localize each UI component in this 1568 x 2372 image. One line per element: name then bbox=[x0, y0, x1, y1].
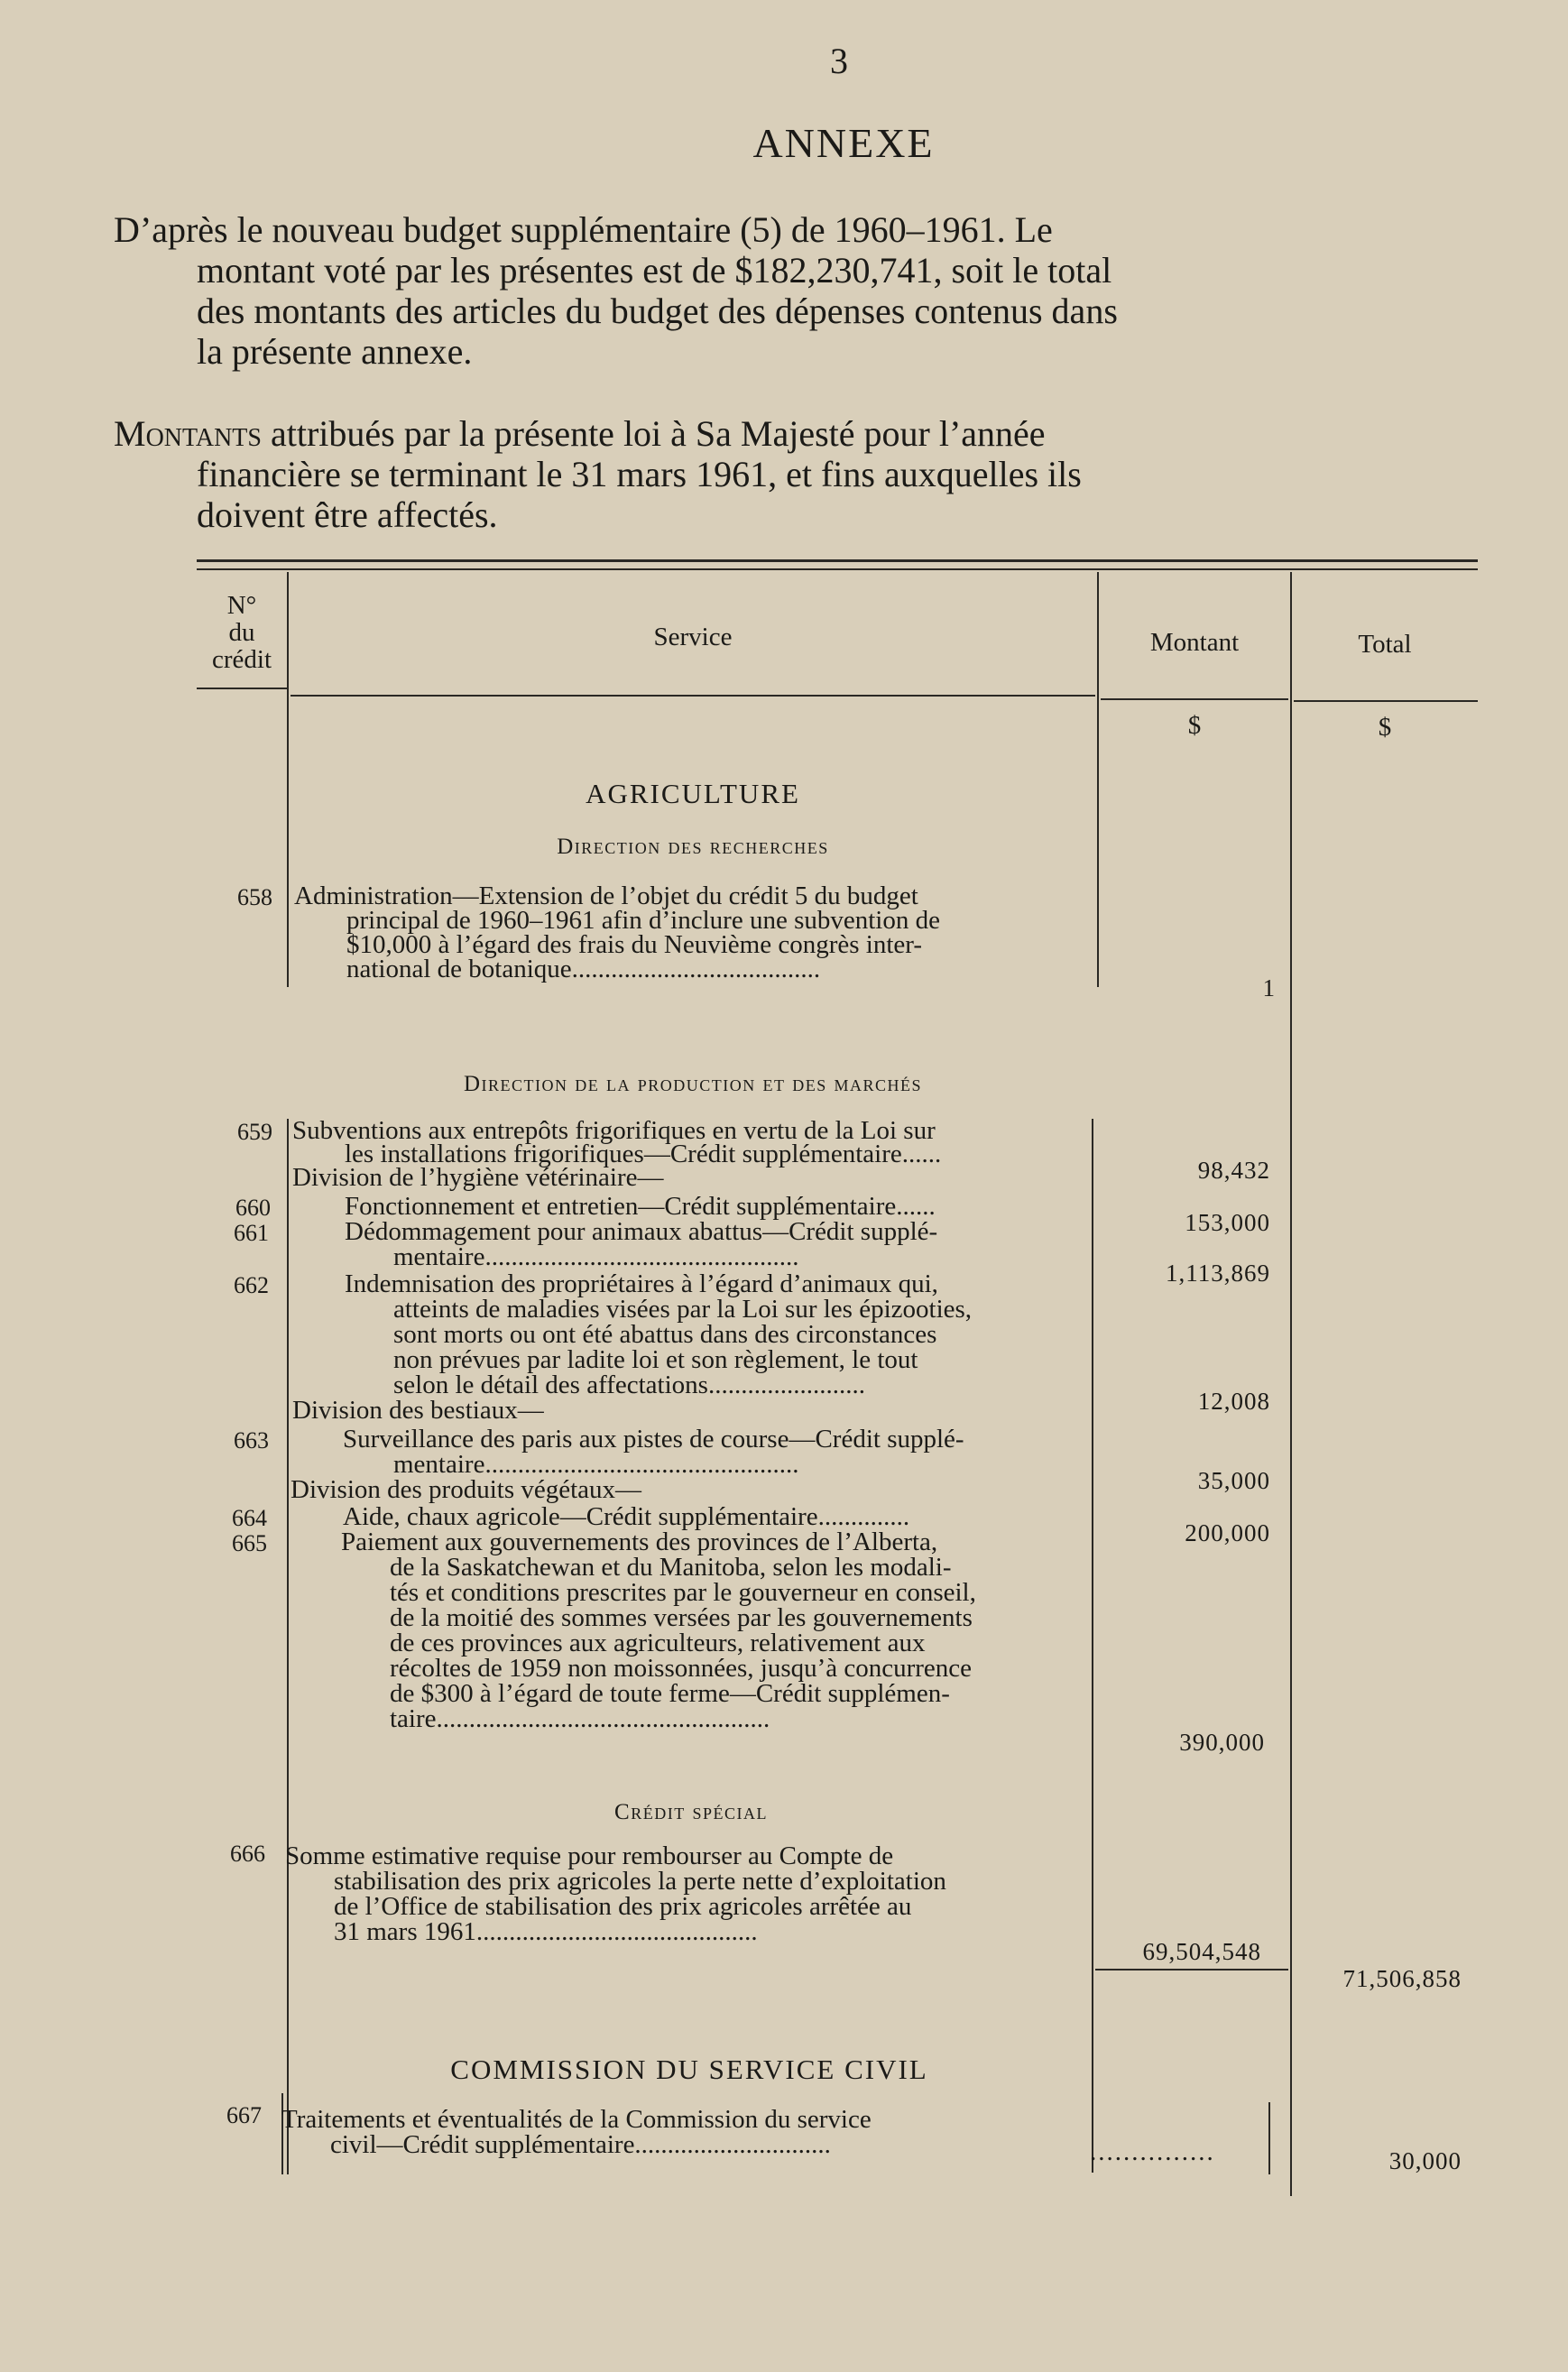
currency-total: $ bbox=[1378, 713, 1392, 742]
service-text: atteints de maladies visées par la Loi sur les épizooties, bbox=[393, 1295, 973, 1324]
service-text: Paiement aux gouvernements des provinces de l’Alberta, bbox=[341, 1527, 938, 1556]
service-text: Indemnisation des propriétaires à l’égard d’animaux qui, bbox=[345, 1269, 938, 1298]
service-text: sont morts ou ont été abattus dans des circonstances bbox=[393, 1320, 937, 1349]
header-credit: N° bbox=[226, 591, 257, 620]
section-agriculture: AGRICULTURE bbox=[586, 778, 800, 809]
subtotal-rule bbox=[1095, 1969, 1288, 1971]
credit-number: 665 bbox=[232, 1530, 267, 1556]
montant-value: 12,008 bbox=[1197, 1388, 1270, 1415]
credit-number: 666 bbox=[230, 1841, 265, 1867]
credit-number: 667 bbox=[226, 2102, 262, 2128]
credit-number: 659 bbox=[237, 1119, 272, 1145]
section-commission: COMMISSION DU SERVICE CIVIL bbox=[450, 2054, 928, 2085]
service-text: de $300 à l’égard de toute ferme—Crédit supplémen- bbox=[390, 1679, 950, 1708]
montant-leader: ............... bbox=[1090, 2137, 1215, 2166]
column-divider bbox=[1290, 572, 1292, 2196]
intro-line: D’après le nouveau budget supplémentaire (5) de 1960–1961. Le bbox=[114, 209, 1053, 250]
service-text: Traitements et éventualités de la Commission du service bbox=[281, 2105, 872, 2134]
service-text: Administration—Extension de l’objet du crédit 5 du budget bbox=[294, 881, 918, 910]
montant-value: 69,504,548 bbox=[1142, 1938, 1261, 1965]
service-text: Dédommagement pour animaux abattus—Crédit supplé- bbox=[345, 1217, 938, 1246]
service-text: national de botanique...................................... bbox=[346, 955, 821, 983]
subsection-production: Direction de la production et des marchés bbox=[463, 1072, 923, 1096]
service-text: les installations frigorifiques—Crédit supplémentaire...... bbox=[345, 1140, 942, 1168]
montants-line: financière se terminant le 31 mars 1961, et fins auxquelles ils bbox=[197, 454, 1082, 494]
credit-number: 658 bbox=[237, 884, 272, 910]
table-top-rule-2 bbox=[197, 568, 1478, 570]
header-credit: du bbox=[228, 618, 255, 647]
division-heading: Division des produits végétaux— bbox=[291, 1475, 642, 1504]
intro-line: la présente annexe. bbox=[197, 331, 473, 372]
page-title: ANNEXE bbox=[752, 120, 935, 166]
table-top-rule bbox=[197, 559, 1478, 562]
service-text: 31 mars 1961........................................... bbox=[334, 1917, 758, 1946]
service-text: Subventions aux entrepôts frigorifiques en vertu de la Loi sur bbox=[292, 1116, 936, 1145]
intro-line: montant voté par les présentes est de $182,230,741, soit le total bbox=[197, 250, 1112, 291]
header-credit: crédit bbox=[211, 645, 272, 674]
service-text: Somme estimative requise pour rembourser au Compte de bbox=[285, 1841, 894, 1870]
montant-value: 200,000 bbox=[1185, 1519, 1270, 1546]
header-rule bbox=[1294, 700, 1478, 702]
montants-line: doivent être affectés. bbox=[197, 494, 498, 535]
credit-number: 663 bbox=[234, 1427, 269, 1454]
montants-line: attribués par la présente loi à Sa Majesté pour l’année bbox=[271, 413, 1046, 454]
subsection-recherches: Direction des recherches bbox=[557, 835, 829, 859]
header-total: Total bbox=[1358, 630, 1412, 659]
service-text: de la moitié des sommes versées par les gouvernements bbox=[390, 1603, 973, 1632]
montant-value: 1,113,869 bbox=[1166, 1260, 1270, 1287]
intro-paragraph bbox=[114, 209, 1478, 372]
service-text: de ces provinces aux agriculteurs, relativement aux bbox=[390, 1629, 926, 1657]
header-montant: Montant bbox=[1149, 628, 1240, 657]
service-text: civil—Crédit supplémentaire.............................. bbox=[330, 2130, 831, 2159]
service-text: taire................................................... bbox=[390, 1704, 770, 1733]
column-divider bbox=[1268, 2102, 1270, 2174]
column-divider bbox=[287, 1119, 289, 2174]
service-text: récoltes de 1959 non moissonnées, jusqu’à concurrence bbox=[390, 1654, 973, 1683]
credit-number: 664 bbox=[232, 1505, 267, 1531]
intro-line: des montants des articles du budget des dépenses contenus dans bbox=[197, 291, 1118, 331]
total-value: 30,000 bbox=[1388, 2147, 1462, 2174]
montants-paragraph bbox=[114, 413, 1478, 535]
currency-montant: $ bbox=[1187, 711, 1202, 740]
header-rule bbox=[291, 695, 1095, 697]
credit-number: 662 bbox=[234, 1272, 269, 1298]
service-text: Fonctionnement et entretien—Crédit supplémentaire...... bbox=[345, 1192, 936, 1221]
service-text: $10,000 à l’égard des frais du Neuvième congrès inter- bbox=[346, 930, 922, 959]
section-total-value: 71,506,858 bbox=[1342, 1965, 1462, 1992]
header-rule bbox=[1101, 698, 1288, 700]
service-text: stabilisation des prix agricoles la perte nette d’exploitation bbox=[334, 1867, 946, 1896]
column-divider bbox=[1092, 1119, 1093, 2173]
page-number: 3 bbox=[830, 41, 848, 81]
header-rule bbox=[197, 688, 287, 689]
service-text: de la Saskatchewan et du Manitoba, selon les modali- bbox=[390, 1553, 952, 1582]
total-value: 1 bbox=[1262, 974, 1276, 1001]
service-text: non prévues par ladite loi et son règlement, le tout bbox=[393, 1345, 918, 1374]
montant-value: 153,000 bbox=[1185, 1209, 1270, 1236]
service-text: Surveillance des paris aux pistes de course—Crédit supplé- bbox=[343, 1425, 964, 1454]
credit-number: 661 bbox=[234, 1220, 269, 1246]
header-service: Service bbox=[653, 623, 733, 651]
division-heading: Division de l’hygiène vétérinaire— bbox=[292, 1163, 664, 1192]
service-text: tés et conditions prescrites par le gouverneur en conseil, bbox=[390, 1578, 976, 1607]
credit-number: 660 bbox=[235, 1195, 271, 1221]
montant-value: 35,000 bbox=[1197, 1467, 1270, 1494]
service-text: mentaire................................................ bbox=[393, 1242, 799, 1271]
montant-value: 390,000 bbox=[1179, 1729, 1265, 1756]
service-text: Aide, chaux agricole—Crédit supplémentaire.............. bbox=[343, 1502, 910, 1531]
division-heading: Division des bestiaux— bbox=[292, 1396, 544, 1425]
service-text: principal de 1960–1961 afin d’inclure une subvention de bbox=[346, 906, 940, 935]
subsection-credit-special: Crédit spécial bbox=[614, 1800, 768, 1824]
montants-lead: Montants bbox=[114, 413, 262, 454]
montant-value: 98,432 bbox=[1197, 1157, 1270, 1184]
service-text: selon le détail des affectations........................ bbox=[393, 1371, 865, 1399]
service-text: de l’Office de stabilisation des prix agricoles arrêtée au bbox=[334, 1892, 912, 1921]
service-text: mentaire................................................ bbox=[393, 1450, 799, 1479]
